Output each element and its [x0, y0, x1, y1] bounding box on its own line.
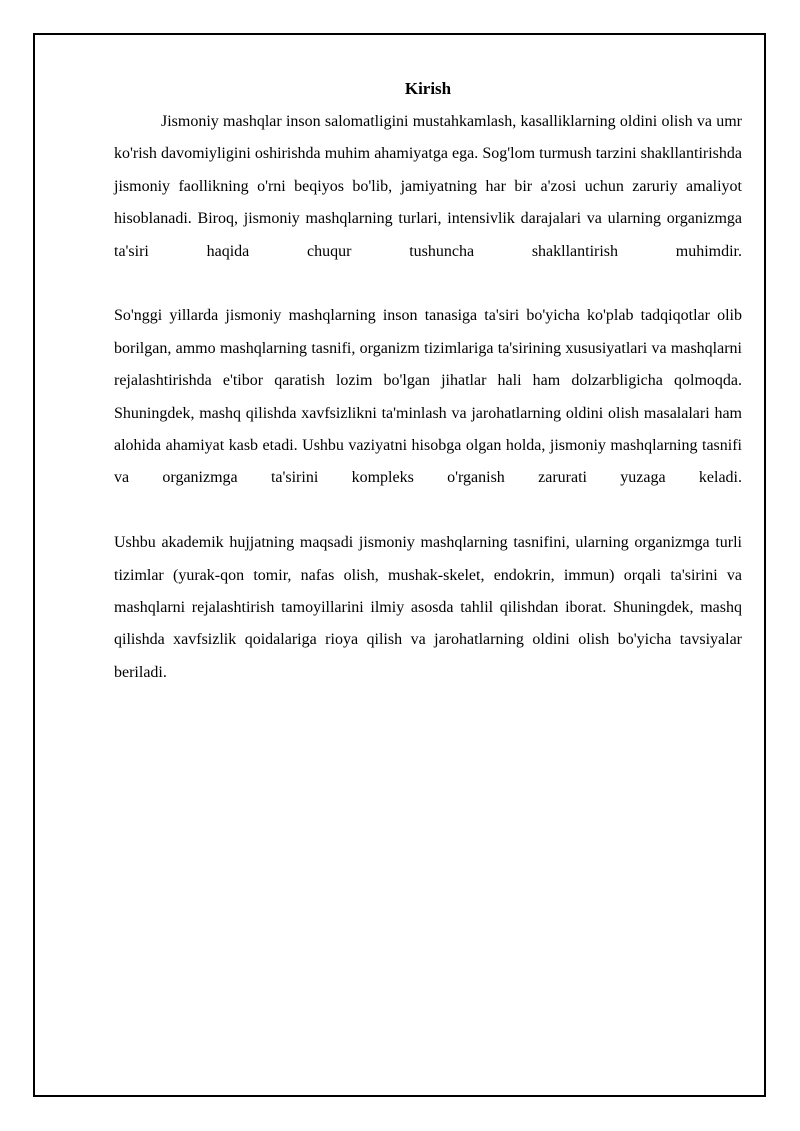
page-title: Kirish [404, 79, 452, 98]
paragraph-2: So'nggi yillarda jismoniy mashqlarning inson tanasiga ta'siri bo'yicha ko'plab tadqiqotlar olib borilgan, ammo mashqlarning tasnifi, organizm tizimlariga ta'sirining xususiyatlari va mashqlarni rejalashtirishda e'tibor qaratish lozim bo'lgan jihatlar hali ham dolzarbligicha qolmoqda. Shuningdek, mashq qilishda xavfsizlikni ta'minlash va jarohatlarning oldini olish masalalari ham alohida ahamiyat kasb etadi. Ushbu vaziyatni hisobga olgan holda, jismoniy mashqlarning tasnifi va organizmga ta'sirini kompleks o'rganish zarurati yuzaga keladi. [114, 307, 742, 487]
paragraph-1: Jismoniy mashqlar inson salomatligini mustahkamlash, kasalliklarning oldini olish va umr ko'rish davomiyligini oshirishda muhim ahamiyatga ega. Sog'lom turmush tarzini shakllantirishda jismoniy faollikning o'rni beqiyos bo'lib, jamiyatning har bir a'zosi uchun zaruriy amaliyot hisoblanadi. Biroq, jismoniy mashqlarning turlari, intensivlik darajalari va ularning organizmga ta'siri haqida chuqur tushuncha shakllantirish muhimdir. [114, 113, 742, 260]
document-body [114, 74, 742, 722]
paragraph-3: Ushbu akademik hujjatning maqsadi jismoniy mashqlarning tasnifini, ularning organizmga turli tizimlar (yurak-qon tomir, nafas olish, mushak-skelet, endokrin, immun) orqali ta'sirini va mashqlarni rejalashtirish tamoyillarini ilmiy asosda tahlil qilishdan iborat. Shuningdek, mashq qilishda xavfsizlik qoidalariga rioya qilish va jarohatlarning oldini olish bo'yicha tavsiyalar beriladi. [114, 534, 742, 681]
